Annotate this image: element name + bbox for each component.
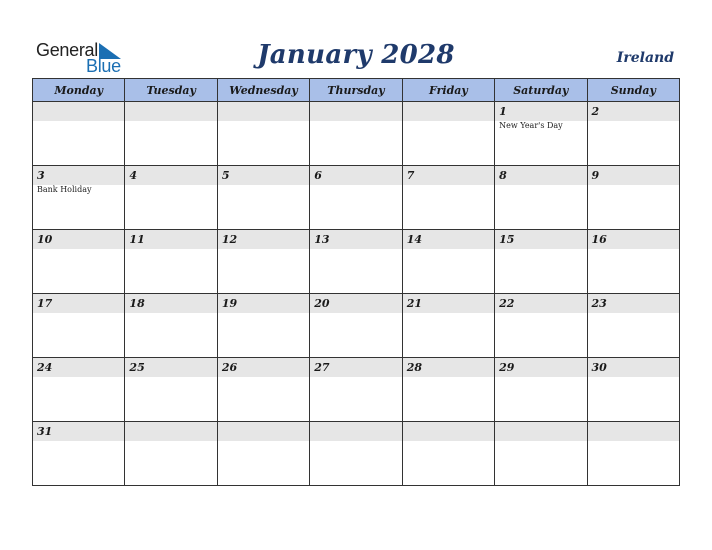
day-number-band: [403, 294, 494, 313]
country-label: Ireland: [616, 50, 674, 66]
day-cell: [125, 358, 217, 422]
day-number-band: [310, 422, 401, 441]
holiday-label: Bank Holiday: [37, 185, 92, 194]
day-cell: [33, 422, 125, 486]
day-number-band: [403, 358, 494, 377]
day-number: 23: [591, 297, 607, 310]
day-number: 25: [129, 361, 145, 374]
day-cell: [310, 358, 402, 422]
day-number: 26: [221, 361, 238, 374]
week-row: [33, 102, 680, 166]
day-cell: [217, 294, 309, 358]
day-cell: [217, 102, 309, 166]
day-cell: [587, 166, 679, 230]
day-number: 3: [37, 169, 45, 182]
day-cell: [125, 166, 217, 230]
day-number: 18: [129, 297, 145, 310]
day-cell: [310, 102, 402, 166]
day-number: 27: [314, 361, 330, 374]
day-cell: [495, 422, 587, 486]
day-number-band: [33, 422, 124, 441]
week-row: [33, 422, 680, 486]
weekday-header: Tuesday: [125, 79, 217, 102]
day-number-band: [403, 166, 494, 185]
day-number-band: [125, 358, 216, 377]
day-cell: [217, 230, 309, 294]
day-cell: [125, 102, 217, 166]
day-cell: [495, 166, 587, 230]
day-cell: [587, 358, 679, 422]
day-cell: [495, 358, 587, 422]
day-number: 14: [406, 233, 422, 246]
day-cell: [402, 230, 494, 294]
weekday-header: Wednesday: [217, 79, 309, 102]
day-number-band: [310, 358, 401, 377]
day-number: 5: [221, 169, 230, 182]
day-number-band: [588, 102, 679, 121]
weekday-header: Monday: [33, 79, 125, 102]
day-number-band: [218, 166, 309, 185]
day-number: 20: [314, 297, 330, 310]
day-cell: [310, 422, 402, 486]
day-number-band: [33, 294, 124, 313]
day-cell: [587, 102, 679, 166]
weekday-header-row: [33, 79, 680, 102]
holiday-label: New Year's Day: [499, 121, 563, 130]
day-number-band: [125, 422, 216, 441]
day-number-band: [495, 102, 586, 121]
day-number-band: [588, 230, 679, 249]
day-number-band: [125, 102, 216, 121]
day-cell: [217, 358, 309, 422]
logo-text-general: General: [36, 40, 98, 60]
day-number: 1: [499, 105, 507, 118]
day-cell: [402, 294, 494, 358]
day-number: 2: [591, 105, 600, 118]
day-number: 24: [37, 361, 53, 374]
day-number-band: [310, 294, 401, 313]
day-number-band: [218, 102, 309, 121]
day-cell: [33, 294, 125, 358]
day-number: 15: [499, 233, 515, 246]
day-number: 30: [591, 361, 607, 374]
day-number-band: [125, 294, 216, 313]
day-number: 19: [221, 297, 238, 310]
day-cell: [125, 230, 217, 294]
logo-text-blue: Blue: [86, 56, 121, 76]
day-number-band: [33, 102, 124, 121]
page-title: January 2028: [257, 40, 455, 70]
day-number: 22: [499, 297, 515, 310]
day-number-band: [218, 230, 309, 249]
day-number-band: [495, 294, 586, 313]
day-number-band: [310, 230, 401, 249]
day-number-band: [218, 422, 309, 441]
day-number-band: [403, 230, 494, 249]
day-number: 8: [499, 169, 507, 182]
day-number-band: [403, 422, 494, 441]
week-row: [33, 358, 680, 422]
day-number-band: [495, 166, 586, 185]
day-cell: [495, 102, 587, 166]
day-number: 28: [406, 361, 422, 374]
day-number-band: [310, 166, 401, 185]
day-cell: [587, 294, 679, 358]
day-number: 21: [406, 297, 422, 310]
day-number: 9: [591, 169, 600, 182]
day-number: 4: [129, 169, 138, 182]
day-number-band: [218, 294, 309, 313]
day-number: 11: [129, 233, 145, 246]
day-number: 6: [314, 169, 322, 182]
day-cell: [125, 422, 217, 486]
day-cell: [587, 422, 679, 486]
day-cell: [495, 294, 587, 358]
day-cell: [402, 166, 494, 230]
week-row: [33, 294, 680, 358]
day-cell: [402, 358, 494, 422]
day-cell: [33, 358, 125, 422]
day-number-band: [33, 358, 124, 377]
day-cell: [33, 230, 125, 294]
day-cell: [402, 102, 494, 166]
day-number-band: [125, 230, 216, 249]
day-cell: [125, 294, 217, 358]
month-grid: [32, 78, 680, 486]
day-cell: [587, 230, 679, 294]
day-number-band: [588, 166, 679, 185]
day-number: 10: [37, 233, 53, 246]
day-number-band: [495, 422, 586, 441]
week-row: [33, 230, 680, 294]
day-cell: [217, 422, 309, 486]
day-number-band: [588, 294, 679, 313]
day-number-band: [33, 166, 124, 185]
day-number-band: [588, 422, 679, 441]
day-cell: [310, 166, 402, 230]
weekday-header: Friday: [402, 79, 494, 102]
day-cell: [33, 166, 125, 230]
day-number-band: [588, 358, 679, 377]
day-cell: [33, 102, 125, 166]
weekday-header: Sunday: [587, 79, 679, 102]
weekday-header: Saturday: [495, 79, 587, 102]
day-cell: [310, 294, 402, 358]
day-number: 16: [591, 233, 607, 246]
day-cell: [402, 422, 494, 486]
day-number: 7: [406, 169, 415, 182]
day-number: 31: [37, 425, 53, 438]
day-number-band: [310, 102, 401, 121]
week-row: [33, 166, 680, 230]
day-cell: [310, 230, 402, 294]
day-cell: [495, 230, 587, 294]
day-number-band: [495, 358, 586, 377]
day-number: 17: [37, 297, 53, 310]
day-number-band: [33, 230, 124, 249]
day-cell: [217, 166, 309, 230]
day-number-band: [495, 230, 586, 249]
day-number-band: [218, 358, 309, 377]
day-number-band: [403, 102, 494, 121]
day-number: 29: [499, 361, 515, 374]
day-number: 13: [314, 233, 330, 246]
day-number-band: [125, 166, 216, 185]
day-number: 12: [221, 233, 238, 246]
weekday-header: Thursday: [310, 79, 402, 102]
